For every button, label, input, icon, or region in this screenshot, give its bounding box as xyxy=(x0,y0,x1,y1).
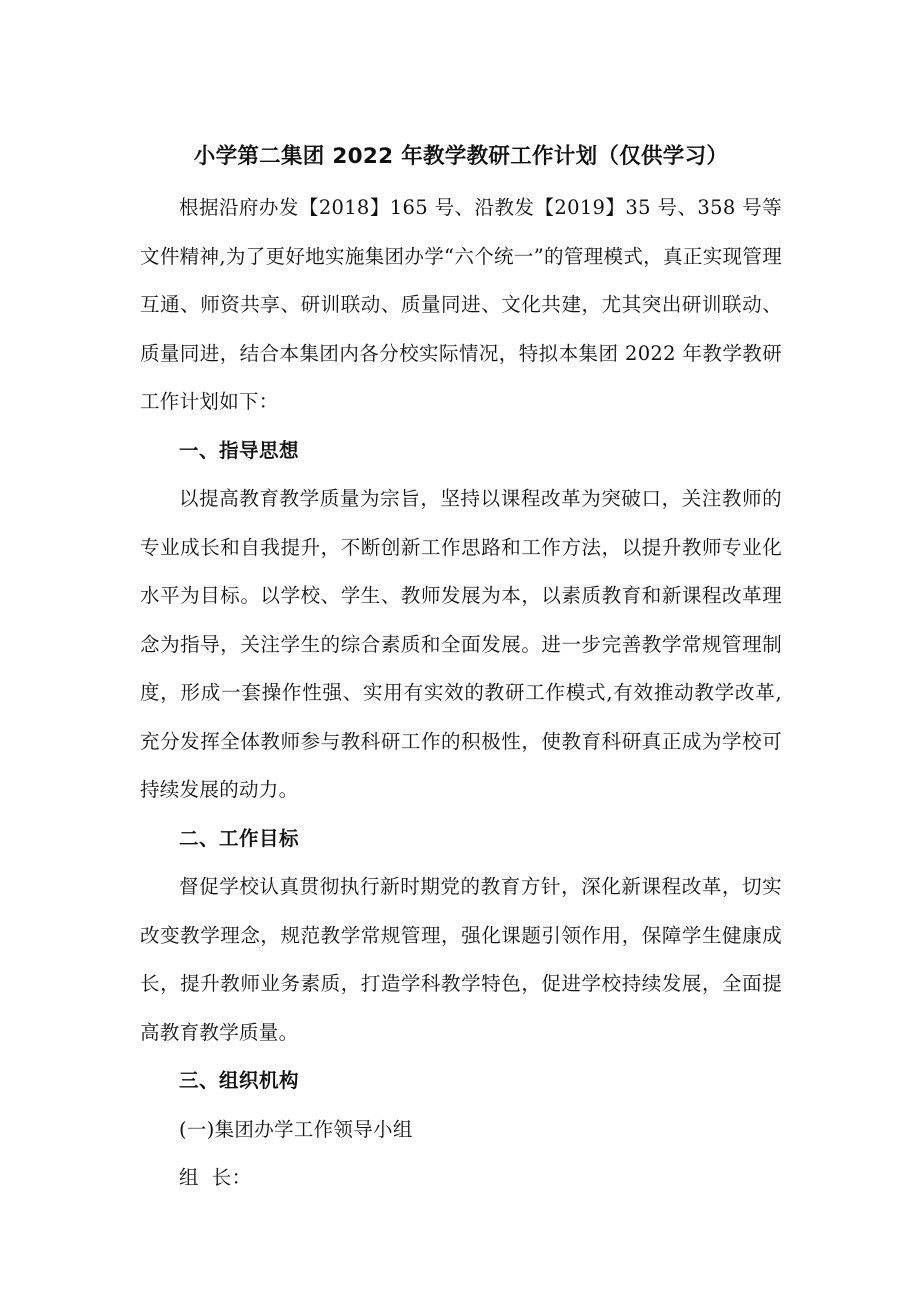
intro-paragraph: 根据沿府办发【2018】165 号、沿教发【2019】35 号、358 号等文件精神,为了更好地实施集团办学“六个统一”的管理模式，真正实现管理互通、师资共享、研训联动、质量同进、文化共建，尤其突出研训联动、质量同进，结合本集团内各分校实际情况，特拟本集团 2022 年教学教研工作计划如下： xyxy=(140,196,782,413)
leader-label: 组 长： xyxy=(179,1166,252,1189)
section-heading-organization: 三、组织机构 xyxy=(179,1069,300,1092)
section-body-guiding-ideology: 以提高教育教学质量为宗旨，坚持以课程改革为突破口，关注教师的专业成长和自我提升，不断创新工作思路和工作方法，以提升教师专业化水平为目标。以学校、学生、教师发展为本，以素质教育和新课程改革理念为指导，关注学生的综合素质和全面发展。进一步完善教学常规管理制度，形成一套操作性强、实用有实效的教研工作模式,有效推动教学改革,充分发挥全体教师参与教科研工作的积极性，使教育科研真正成为学校可持续发展的动力。 xyxy=(140,487,782,801)
section-heading-work-goals: 二、工作目标 xyxy=(179,826,300,850)
document-title: 小学第二集团 2022 年教学教研工作计划（仅供学习） xyxy=(193,144,729,169)
subheading-leading-group: (一)集团办学工作领导小组 xyxy=(179,1117,413,1141)
section-body-work-goals: 督促学校认真贯彻执行新时期党的教育方针，深化新课程改革，切实改变教学理念，规范教学常规管理，强化课题引领作用，保障学生健康成长，提升教师业务素质，打造学科教学特色，促进学校持续发展，全面提高教育教学质量。 xyxy=(140,875,782,1044)
document-page xyxy=(140,140,782,1203)
section-heading-guiding-ideology: 一、指导思想 xyxy=(179,438,300,462)
